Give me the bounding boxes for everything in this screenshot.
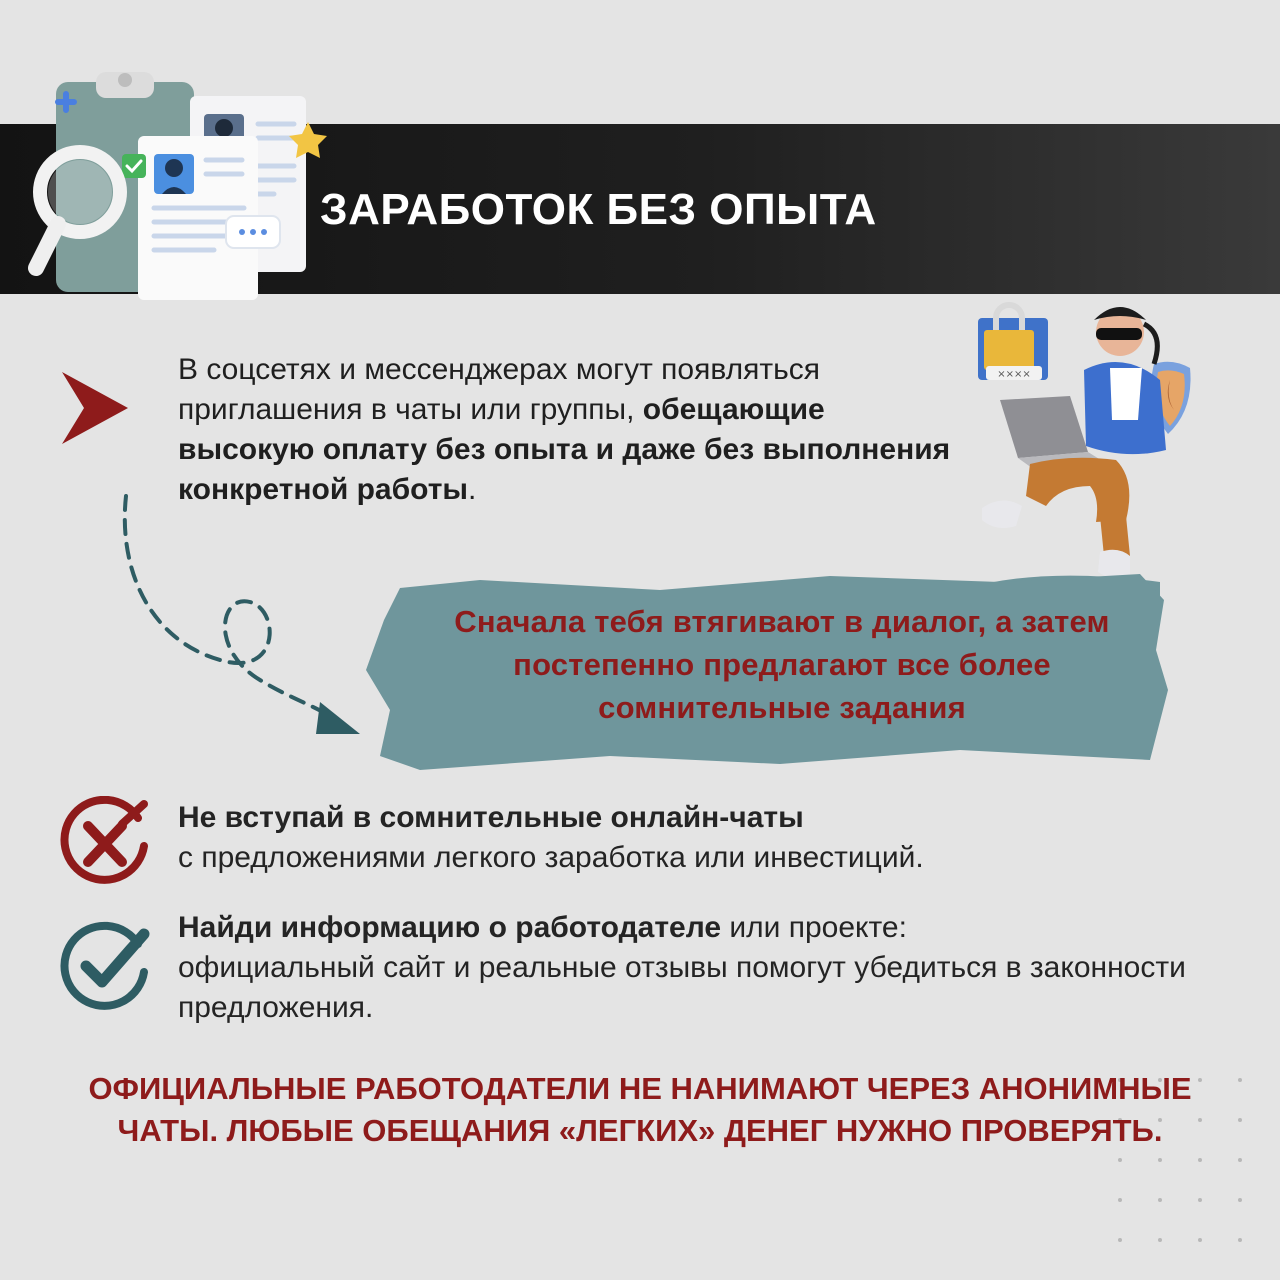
tip-text: официальный сайт и реальные отзывы помогут убедиться в законности предложения. <box>178 951 1186 1024</box>
lead-paragraph <box>178 350 958 510</box>
tip-item <box>178 908 1198 1028</box>
tip-bold-text: Найди информацию о работодателе <box>178 911 722 944</box>
page-title: ЗАРАБОТОК БЕЗ ОПЫТА <box>320 185 877 234</box>
tip-text: с предложениями легкого заработка или инвестиций. <box>178 841 924 874</box>
hacker-with-laptop-icon <box>960 290 1200 600</box>
lead-text-bold: обещающие высокую оплату без опыта и даже без выполнения конкретной работы <box>178 393 951 506</box>
lead-text-start: В соцсетях и мессенджерах могут появляться приглашения в чаты или группы, <box>178 353 820 426</box>
arrow-right-icon <box>60 370 130 446</box>
resume-documents-magnifier-icon <box>18 62 328 302</box>
tip-item <box>178 798 1198 878</box>
cross-mark-icon <box>60 796 152 888</box>
tip-bold-text: Не вступай в сомнительные онлайн-чаты <box>178 801 804 834</box>
dashed-loop-arrow-icon <box>110 490 370 750</box>
footer-warning: ОФИЦИАЛЬНЫЕ РАБОТОДАТЕЛИ НЕ НАНИМАЮТ ЧЕРЕЗ АНОНИМНЫЕ ЧАТЫ. ЛЮБЫЕ ОБЕЩАНИЯ «ЛЕГКИХ» ДЕНЕГ НУЖНО ПРОВЕРЯТЬ. <box>88 1071 1192 1148</box>
svg-text:××××: ×××× <box>997 369 1031 380</box>
lead-text-end: . <box>468 473 477 506</box>
tip-inline-text: или проекте: <box>721 911 907 944</box>
callout-text: Сначала тебя втягивают в диалог, а затем постепенно предлагают все более сомнительные задания <box>454 604 1110 725</box>
check-mark-icon <box>60 920 152 1012</box>
